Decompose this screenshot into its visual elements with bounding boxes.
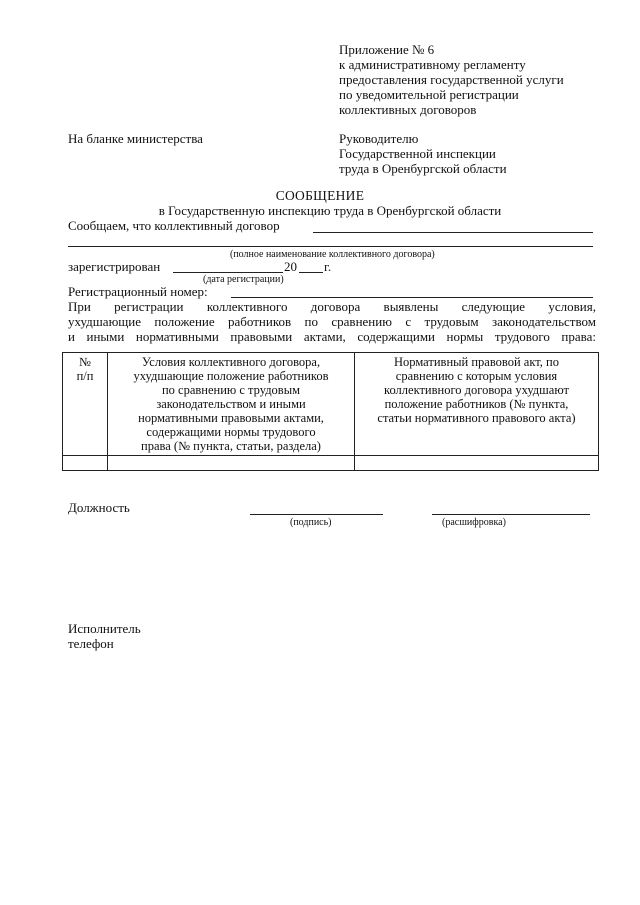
document-title: СООБЩЕНИЕ: [275, 188, 365, 203]
header-conditions-line-3: по сравнению с трудовым: [161, 383, 301, 397]
executor-label: Исполнитель: [68, 621, 141, 636]
header-legal-act-line-2: сравнению с которым условия: [395, 369, 558, 383]
header-conditions-line-2: ухудшающие положение работников: [133, 369, 329, 383]
paragraph-line-2: ухудшающие положение работников по сравнению с трудовым законодательством: [68, 314, 596, 329]
decoding-line: [432, 514, 590, 515]
addressee-line-2: Государственной инспекции: [339, 146, 496, 161]
year-line: [299, 272, 323, 273]
header-number: [63, 353, 108, 456]
signature-line: [250, 514, 383, 515]
addressee-line-3: труда в Оренбургской области: [339, 161, 507, 176]
decoding-caption: (расшифровка): [442, 517, 506, 528]
table-cell-conditions: [108, 456, 355, 471]
header-number-line-1: №: [79, 355, 91, 369]
header-legal-act-line-1: Нормативный правовой акт, по: [394, 355, 559, 369]
agreement-name-line-1: [313, 232, 593, 233]
table-cell-legal-act: [355, 456, 599, 471]
table-cell-number: [63, 456, 108, 471]
appendix-line-4: по уведомительной регистрации: [339, 87, 519, 102]
registered-label: зарегистрирован: [68, 259, 161, 274]
header-legal-act-line-5: статьи нормативного правового акта): [377, 411, 576, 425]
agreement-caption: (полное наименование коллективного договора): [230, 249, 435, 260]
appendix-line-5: коллективных договоров: [339, 102, 477, 117]
letterhead-note: На бланке министерства: [68, 131, 203, 146]
header-conditions-line-6: содержащими нормы трудового: [146, 425, 316, 439]
reg-number-label: Регистрационный номер:: [68, 284, 208, 299]
header-conditions-line-7: права (№ пункта, статьи, раздела): [141, 439, 321, 453]
header-legal-act: [355, 353, 599, 456]
header-legal-act-line-3: коллективного договора ухудшают: [384, 383, 569, 397]
document-subtitle: в Государственную инспекцию труда в Оренбургской области: [158, 203, 502, 218]
year-suffix: г.: [324, 259, 332, 274]
header-number-line-2: п/п: [76, 369, 94, 383]
agreement-name-line-2: [68, 246, 593, 247]
year-prefix: 20: [284, 259, 297, 274]
appendix-line-2: к административному регламенту: [339, 57, 526, 72]
phone-label: телефон: [68, 636, 114, 651]
appendix-line-3: предоставления государственной услуги: [339, 72, 564, 87]
addressee-line-1: Руководителю: [339, 131, 419, 146]
header-conditions: [108, 353, 355, 456]
registration-date-caption: (дата регистрации): [203, 274, 284, 285]
informs-label: Сообщаем, что коллективный договор: [68, 218, 280, 233]
header-conditions-line-1: Условия коллективного договора,: [141, 355, 321, 369]
conditions-table: [62, 352, 599, 471]
reg-number-line: [231, 297, 593, 298]
paragraph-line-1: При регистрации коллективного договора выявлены следующие условия,: [68, 299, 596, 314]
header-conditions-line-4: законодательством и иными: [156, 397, 306, 411]
appendix-line-1: Приложение № 6: [339, 42, 435, 57]
registration-date-line: [173, 272, 283, 273]
signature-caption: (подпись): [290, 517, 332, 528]
paragraph-line-3: и иными нормативными правовыми актами, содержащими нормы трудового права:: [68, 329, 596, 344]
position-label: Должность: [68, 500, 130, 515]
header-legal-act-line-4: положение работников (№ пункта,: [384, 397, 569, 411]
table-header-row: [63, 353, 599, 456]
header-conditions-line-5: нормативными правовыми актами,: [138, 411, 324, 425]
table-row: [63, 456, 599, 471]
